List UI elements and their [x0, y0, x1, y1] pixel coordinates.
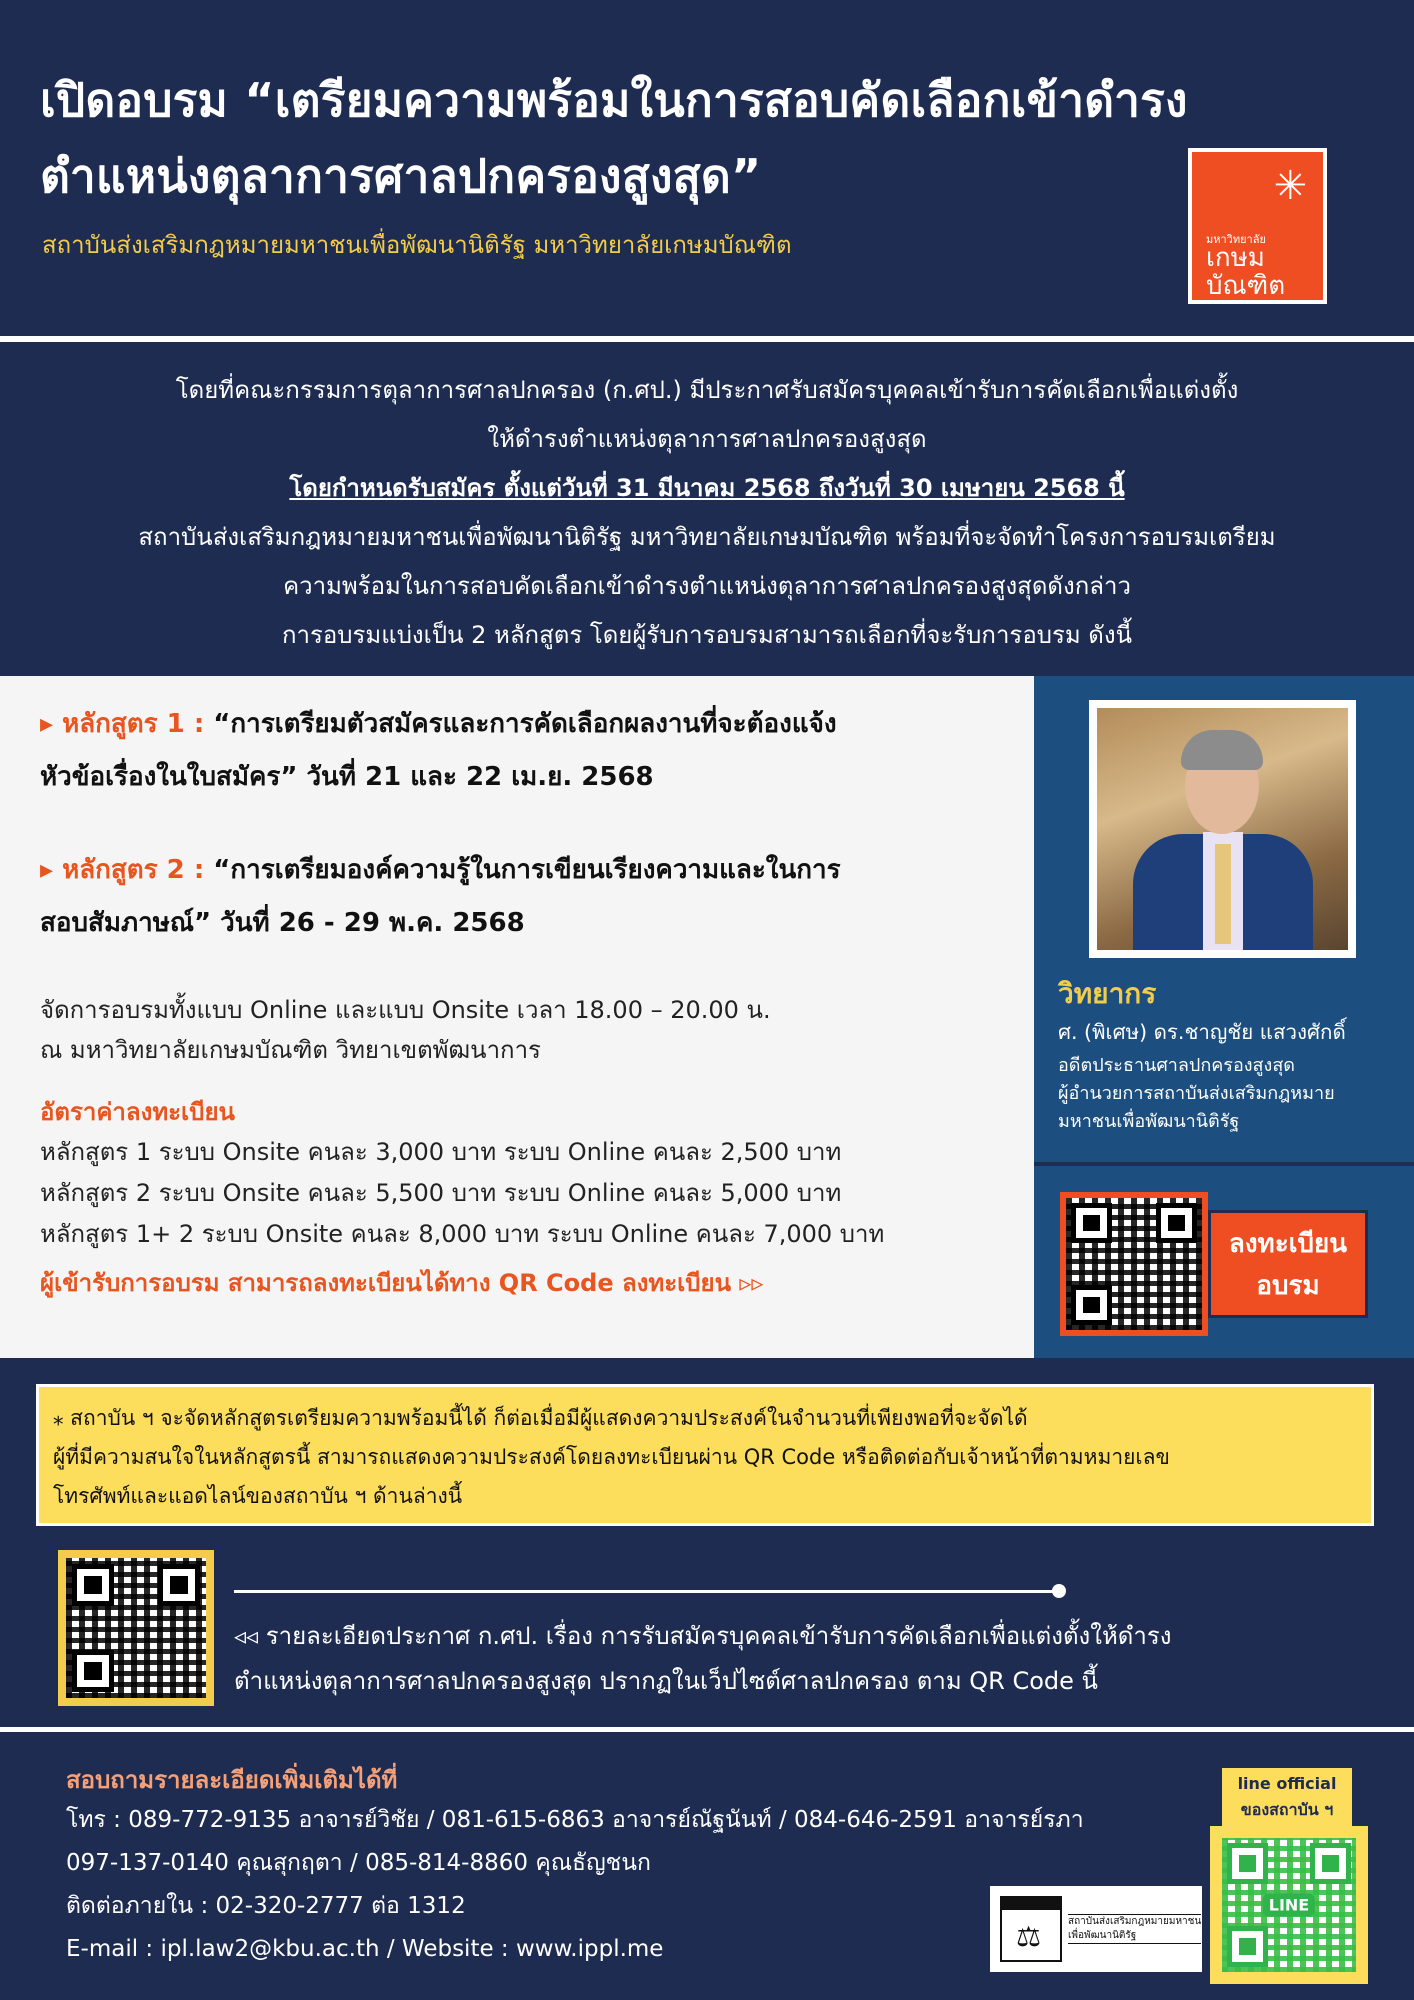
- speaker-pos-3: มหาชนเพื่อพัฒนานิติรัฐ: [1058, 1111, 1240, 1132]
- register-panel: [1034, 1166, 1414, 1358]
- divider: [0, 1727, 1414, 1732]
- register-label-2: อบรม: [1256, 1271, 1320, 1301]
- contact-internal: ติดต่อภายใน : 02-320-2777 ต่อ 1312: [66, 1893, 466, 1919]
- page-title: [40, 62, 1320, 214]
- contact-info: [66, 1799, 1084, 1971]
- logo-small-text: มหาวิทยาลัย: [1206, 233, 1266, 246]
- course-1: [40, 698, 994, 804]
- scales-icon: [1000, 1896, 1062, 1962]
- line-label-2: ของสถาบัน ฯ: [1240, 1800, 1334, 1819]
- fee-line-1: หลักสูตร 1 ระบบ Onsite คนละ 3,000 บาท ระบบ Online คนละ 2,500 บาท: [40, 1138, 842, 1166]
- register-qr-code[interactable]: [1060, 1192, 1208, 1336]
- courses-section: [0, 676, 1034, 1358]
- deadline-text: โดยกำหนดรับสมัคร ตั้งแต่วันที่ 31 มีนาคม 2568 ถึงวันที่ 30 เมษายน 2568 นี้: [289, 474, 1125, 502]
- course-2-tag: ▸ หลักสูตร 2 :: [40, 855, 205, 885]
- intro-line-4: สถาบันส่งเสริมกฎหมายมหาชนเพื่อพัฒนานิติรัฐ มหาวิทยาลัยเกษมบัณฑิต พร้อมที่จะจัดทำโครงการอบรมเตรียม: [138, 523, 1276, 551]
- speaker-pos-1: อดีตประธานศาลปกครองสูงสุด: [1058, 1055, 1295, 1076]
- title-line-1: เปิดอบรม “เตรียมความพร้อมในการสอบคัดเลือกเข้าดำรง: [40, 73, 1188, 127]
- intro-section: [0, 342, 1414, 676]
- mode-line-1: จัดการอบรมทั้งแบบ Online และแบบ Onsite เวลา 18.00 – 20.00 น.: [40, 996, 771, 1024]
- fee-title: อัตราค่าลงทะเบียน: [40, 1098, 235, 1126]
- contact-title: สอบถามรายละเอียดเพิ่มเติมได้ที่: [66, 1766, 398, 1794]
- register-label-1: ลงทะเบียน: [1228, 1229, 1348, 1259]
- fee-line-3: หลักสูตร 1+ 2 ระบบ Onsite คนละ 8,000 บาท ระบบ Online คนละ 7,000 บาท: [40, 1220, 885, 1248]
- title-line-2: ตำแหน่งตุลาการศาลปกครองสูงสุด”: [40, 149, 762, 203]
- logo-text: [1206, 244, 1285, 300]
- contact-phones-2: 097-137-0140 คุณสุกฤตา / 085-814-8860 คุณธัญชนก: [66, 1850, 651, 1876]
- speaker-name: ศ. (พิเศษ) ดร.ชาญชัย แสวงศักดิ์: [1058, 1020, 1346, 1044]
- course-1-title-a: “การเตรียมตัวสมัครและการคัดเลือกผลงานที่จะต้องแจ้ง: [213, 709, 837, 739]
- announcement-qr-code[interactable]: [58, 1550, 214, 1706]
- sparkle-icon: ✳: [1273, 163, 1307, 209]
- line-label-1: line official: [1237, 1774, 1337, 1793]
- institute-logo-text: สถาบันส่งเสริมกฎหมายมหาชน เพื่อพัฒนานิติรัฐ: [1068, 1914, 1201, 1944]
- contact-phones-1: โทร : 089-772-9135 อาจารย์วิชัย / 081-615-6863 อาจารย์ณัฐนันท์ / 084-646-2591 อาจารย์รภา: [66, 1807, 1084, 1833]
- header: [0, 0, 1414, 336]
- mode-line-2: ณ มหาวิทยาลัยเกษมบัณฑิต วิทยาเขตพัฒนาการ: [40, 1036, 541, 1064]
- line-official-label: [1222, 1768, 1352, 1826]
- notice-line-1: ⁎ สถาบัน ฯ จะจัดหลักสูตรเตรียมความพร้อมนี้ได้ ก็ต่อเมื่อมีผู้แสดงความประสงค์ในจำนวนที่เพียงพอที่จะจัดได้: [53, 1406, 1028, 1430]
- notice-box: [36, 1384, 1374, 1526]
- notice-line-3: โทรศัพท์และแอดไลน์ของสถาบัน ฯ ด้านล่างนี้: [53, 1484, 463, 1508]
- announcement-line-1: ◃◃ รายละเอียดประกาศ ก.ศป. เรื่อง การรับสมัครบุคคลเข้ารับการคัดเลือกเพื่อแต่งตั้งให้ดำรง: [234, 1622, 1172, 1650]
- line-qr-code[interactable]: [1210, 1826, 1368, 1984]
- course-2-title-a: “การเตรียมองค์ความรู้ในการเขียนเรียงความและในการ: [213, 855, 841, 885]
- intro-line-6: การอบรมแบ่งเป็น 2 หลักสูตร โดยผู้รับการอบรมสามารถเลือกที่จะรับการอบรม ดังนี้: [281, 621, 1133, 649]
- course-1-tag: ▸ หลักสูตร 1 :: [40, 709, 205, 739]
- intro-line-5: ความพร้อมในการสอบคัดเลือกเข้าดำรงตำแหน่งตุลาการศาลปกครองสูงสุดดังกล่าว: [283, 572, 1131, 600]
- speaker-pos-2: ผู้อำนวยการสถาบันส่งเสริมกฎหมาย: [1058, 1083, 1335, 1104]
- intro-line-2: ให้ดำรงตำแหน่งตุลาการศาลปกครองสูงสุด: [487, 425, 927, 453]
- connector-dot: [1052, 1584, 1066, 1598]
- register-note: ผู้เข้ารับการอบรม สามารถลงทะเบียนได้ทาง QR Code ลงทะเบียน ▹▹: [40, 1269, 764, 1297]
- fee-line-2: หลักสูตร 2 ระบบ Onsite คนละ 5,500 บาท ระบบ Online คนละ 5,000 บาท: [40, 1179, 842, 1207]
- connector-line: [234, 1590, 1060, 1593]
- speaker-panel: [1034, 676, 1414, 1162]
- contact-email-website: E-mail : ipl.law2@kbu.ac.th / Website : www.ippl.me: [66, 1936, 664, 1962]
- institute-logo: [990, 1886, 1202, 1972]
- logo-line-1: เกษม: [1206, 243, 1265, 273]
- subtitle: สถาบันส่งเสริมกฎหมายมหาชนเพื่อพัฒนานิติรัฐ มหาวิทยาลัยเกษมบัณฑิต: [42, 231, 792, 259]
- speaker-title: วิทยากร: [1058, 977, 1157, 1010]
- speaker-photo: [1089, 700, 1356, 958]
- training-mode: [40, 990, 994, 1070]
- register-button[interactable]: [1208, 1210, 1368, 1318]
- notice-line-2: ผู้ที่มีความสนใจในหลักสูตรนี้ สามารถแสดงความประสงค์โดยลงทะเบียนผ่าน QR Code หรือติดต่อกับเจ้าหน้าที่ตามหมายเลข: [53, 1445, 1170, 1469]
- speaker-positions: [1058, 1052, 1335, 1136]
- logo-line-2: บัณฑิต: [1206, 271, 1286, 301]
- announcement-line-2: ตำแหน่งตุลาการศาลปกครองสูงสุด ปรากฏในเว็ปไซต์ศาลปกครอง ตาม QR Code นี้: [234, 1667, 1098, 1695]
- course-2-title-b: สอบสัมภาษณ์” วันที่ 26 - 29 พ.ค. 2568: [40, 908, 525, 938]
- course-2: [40, 844, 994, 950]
- intro-line-1: โดยที่คณะกรรมการตุลาการศาลปกครอง (ก.ศป.) มีประกาศรับสมัครบุคคลเข้ารับการคัดเลือกเพื่อแต่งตั้ง: [175, 376, 1239, 404]
- course-1-title-b: หัวข้อเรื่องในใบสมัคร” วันที่ 21 และ 22 เม.ย. 2568: [40, 762, 654, 792]
- university-logo: [1188, 148, 1327, 304]
- announcement-text: [234, 1614, 1354, 1704]
- line-logo-icon: LINE: [1263, 1894, 1315, 1917]
